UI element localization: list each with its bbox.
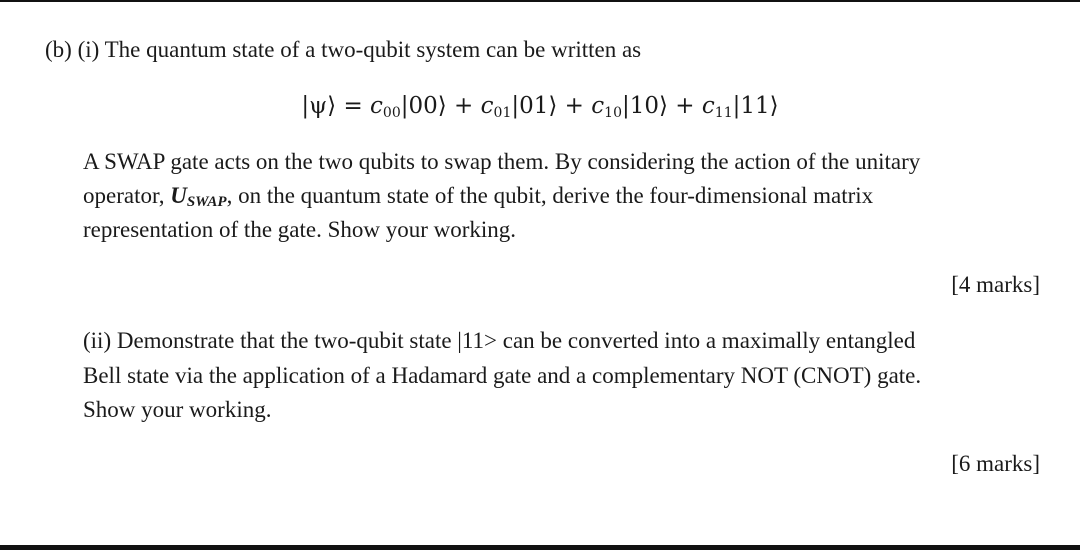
part-ii-line-2: Bell state via the application of a Hadamard gate and a complementary NOT (CNOT) gate. <box>83 363 922 388</box>
coefficient-subscript: 01 <box>493 105 512 121</box>
top-rule <box>0 0 1080 2</box>
term-10 <box>591 93 702 119</box>
part-i-line-2-post: , on the quantum state of the qubit, derive the four-dimensional matrix <box>226 183 874 208</box>
swap-operator-symbol: U <box>170 183 187 208</box>
term-11 <box>702 93 779 119</box>
term-00 <box>370 93 481 119</box>
part-i-marks: [4 marks] <box>951 272 1040 297</box>
plus-sign: + <box>668 93 702 119</box>
bottom-rule <box>0 545 1080 550</box>
ket: |01⟩ <box>511 93 558 119</box>
coefficient: c <box>591 93 605 119</box>
coefficient: c <box>701 93 715 119</box>
part-i-line-2-pre: operator, <box>83 183 171 208</box>
swap-operator <box>170 183 226 208</box>
coefficient-subscript: 00 <box>382 105 401 121</box>
plus-sign: + <box>557 93 592 119</box>
swap-operator-subscript: SWAP <box>186 194 227 210</box>
part-ii-line-3: Show your working. <box>83 397 272 422</box>
part-ii-marks: [6 marks] <box>951 451 1040 476</box>
equation-lhs: |ψ⟩ = <box>301 93 371 119</box>
coefficient: c <box>480 93 494 119</box>
plus-sign: + <box>446 93 481 119</box>
ket: |11⟩ <box>732 93 779 119</box>
part-i-line-2 <box>83 182 873 210</box>
coefficient-subscript: 11 <box>714 105 733 121</box>
question-heading: (b) (i) The quantum state of a two-qubit system can be written as <box>45 37 642 62</box>
part-i-line-1: A SWAP gate acts on the two qubits to swap them. By considering the action of the unitary <box>83 149 921 174</box>
coefficient-subscript: 10 <box>604 105 622 121</box>
ket: |00⟩ <box>400 93 447 119</box>
state-equation <box>0 92 1080 120</box>
part-ii-line-1: (ii) Demonstrate that the two-qubit state |11> can be converted into a maximally entangled <box>83 328 916 353</box>
ket: |10⟩ <box>622 93 668 119</box>
part-i-line-3: representation of the gate. Show your working. <box>83 217 517 242</box>
coefficient: c <box>370 93 383 119</box>
term-01 <box>481 93 592 119</box>
